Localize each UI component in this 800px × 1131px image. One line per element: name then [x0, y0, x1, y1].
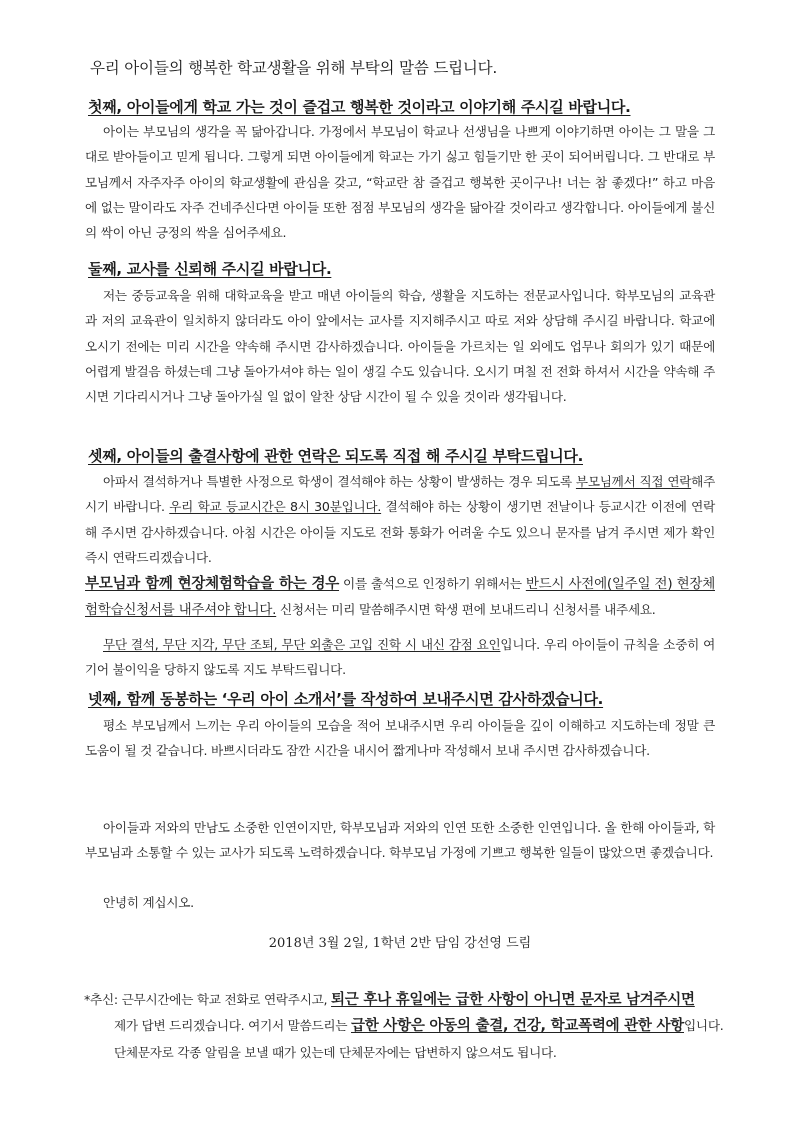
postscript-rest	[84, 1013, 724, 1065]
text: 입니다. 단체문자로 각종 알림을 보낼 때가 있는데 단체문자에는 답변하지 않으셔도 됩니다.	[114, 1018, 724, 1060]
after-hours-emphasis: 퇴근 후나 휴일에는 급한 사항이 아니면 문자로 남겨주시면	[331, 992, 695, 1008]
section-3-paragraph-1	[85, 469, 715, 570]
section-4-body: 평소 부모님께서 느끼는 우리 아이들의 모습을 적어 보내주시면 우리 아이들을 깊이 이해하고 지도하는데 정말 큰 도움이 될 것 같습니다. 바쁘시더라도 잠깐 시간을 내시어 짧게나마 작성해서 보내 주시면 감사하겠습니다.	[85, 718, 715, 759]
postscript	[84, 987, 724, 1065]
farewell: 안녕히 계십시오.	[103, 895, 194, 910]
letter-intro: 우리 아이들의 행복한 학교생활을 위해 부탁의 말씀 드립니다.	[90, 59, 498, 77]
section-4-heading: 넷째, 함께 동봉하는 ‘우리 아이 소개서’를 작성하여 보내주시면 감사하겠습니다.	[88, 690, 604, 708]
text: 제가 답변 드리겠습니다. 여기서 말씀드리는	[114, 1018, 351, 1034]
text: *추신: 근무시간에는 학교 전화로 연락주시고,	[84, 992, 332, 1007]
section-2-body: 저는 중등교육을 위해 대학교육을 받고 매년 아이들의 학습, 생활을 지도하는 전문교사입니다. 학부모님의 교육관과 저의 교육관이 일치하지 않더라도 아이 앞에서는 교사를 지지해주시고 따로 저와 상담해 주시길 바랍니다. 학교에 오시기 전에는 미리 시간을 약속해 주시면 감사하겠습니다. 아이들을 가르치는 일 외에도 업무나 회의가 있기 때문에 어렵게 발걸음 하셨는데 그냥 돌아가셔야 하는 일이 생길 수도 있습니다. 오시기 며칠 전 전화 하셔서 시간을 약속해 주시면 기다리시거나 그냥 돌아가실 일 없이 알찬 상담 시간이 될 수 있을 것이라 생각됩니다.	[85, 288, 715, 405]
section-3-paragraph-3	[85, 632, 715, 683]
school-start-time-emphasis: 우리 학교 등교시간은 8시 30분입니다.	[169, 499, 382, 515]
field-trip-emphasis: 부모님과 함께 현장체험학습을 하는 경우	[85, 576, 340, 592]
section-3-paragraph-2	[85, 571, 715, 624]
text: 신청서는 미리 말씀해주시면 학생 편에 보내드리니 신청서를 내주세요.	[276, 602, 656, 618]
signature-line: 2018년 3월 2일, 1학년 2반 담임 강선영 드림	[268, 936, 532, 951]
section-2-heading: 둘째, 교사를 신뢰해 주시길 바랍니다.	[88, 260, 332, 278]
section-1-body: 아이는 부모님의 생각을 꼭 닮아갑니다. 가정에서 부모님이 학교나 선생님을 나쁘게 이야기하면 아이는 그 말을 그대로 받아들이고 믿게 됩니다. 그렇게 되면 아이들에게 학교는 가기 싫고 힘들기만 한 곳이 되어버립니다. 그 반대로 부모님께서 자주자주 아이의 학교생활에 관심을 갖고, “학교란 참 즐겁고 행복한 곳이구나! 너는 참 좋겠다!” 하고 마음에 없는 말이라도 자주 건네주신다면 아이들 또한 점점 부모님의 생각을 닮아갈 것이라고 생각합니다. 아이들에게 불신의 싹이 아닌 긍정의 싹을 심어주세요.	[85, 124, 715, 241]
parent-contact-emphasis: 부모님께서 직접 연락	[575, 474, 692, 489]
advance-application-emphasis: 반드시 사전에(일주일 전) 현장체험학습신청서를 내주셔야 합니다.	[85, 576, 715, 619]
postscript-line-1	[84, 987, 724, 1013]
text: 결석해야 하는 상황이 생기면 전날이나 등교시간 이전에 연락해 주시면 감사하겠습니다. 아침 시간은 아이들 지도로 전화 통화가 어려울 수도 있으니 문자를 남겨 주시면 제가 확인 즉시 연락드리겠습니다.	[85, 499, 715, 565]
section-3-heading: 셋째, 아이들의 출결사항에 관한 연락은 되도록 직접 해 주시길 부탁드립니다.	[88, 447, 583, 465]
section-1-heading: 첫째, 아이들에게 학교 가는 것이 즐겁고 행복한 것이라고 이야기해 주시길 바랍니다.	[88, 98, 631, 116]
unexcused-penalty-emphasis: 무단 결석, 무단 지각, 무단 조퇴, 무단 외출은 고입 진학 시 내신 감점 요인	[103, 637, 501, 652]
text: 해주시기 바랍니다.	[85, 474, 715, 515]
text: 아파서 결석하거나 특별한 사정으로 학생이 결석해야 하는 상황이 발생하는 경우 되도록	[103, 474, 576, 489]
text: 이를 출석으로 인정하기 위해서는	[339, 576, 526, 591]
closing-paragraph: 아이들과 저와의 만남도 소중한 인연이지만, 학부모님과 저와의 인연 또한 소중한 인연입니다. 올 한해 아이들과, 학부모님과 소통할 수 있는 교사가 되도록 노력하겠습니다. 학부모님 가정에 기쁘고 행복한 일들이 많았으면 좋겠습니다.	[85, 820, 715, 861]
text: 입니다. 우리 아이들이 규칙을 소중히 여기어 불이익을 당하지 않도록 지도 부탁드립니다.	[85, 637, 716, 678]
urgent-matters-emphasis: 급한 사항은 아동의 출결, 건강, 학교폭력에 관한 사항	[351, 1018, 684, 1035]
